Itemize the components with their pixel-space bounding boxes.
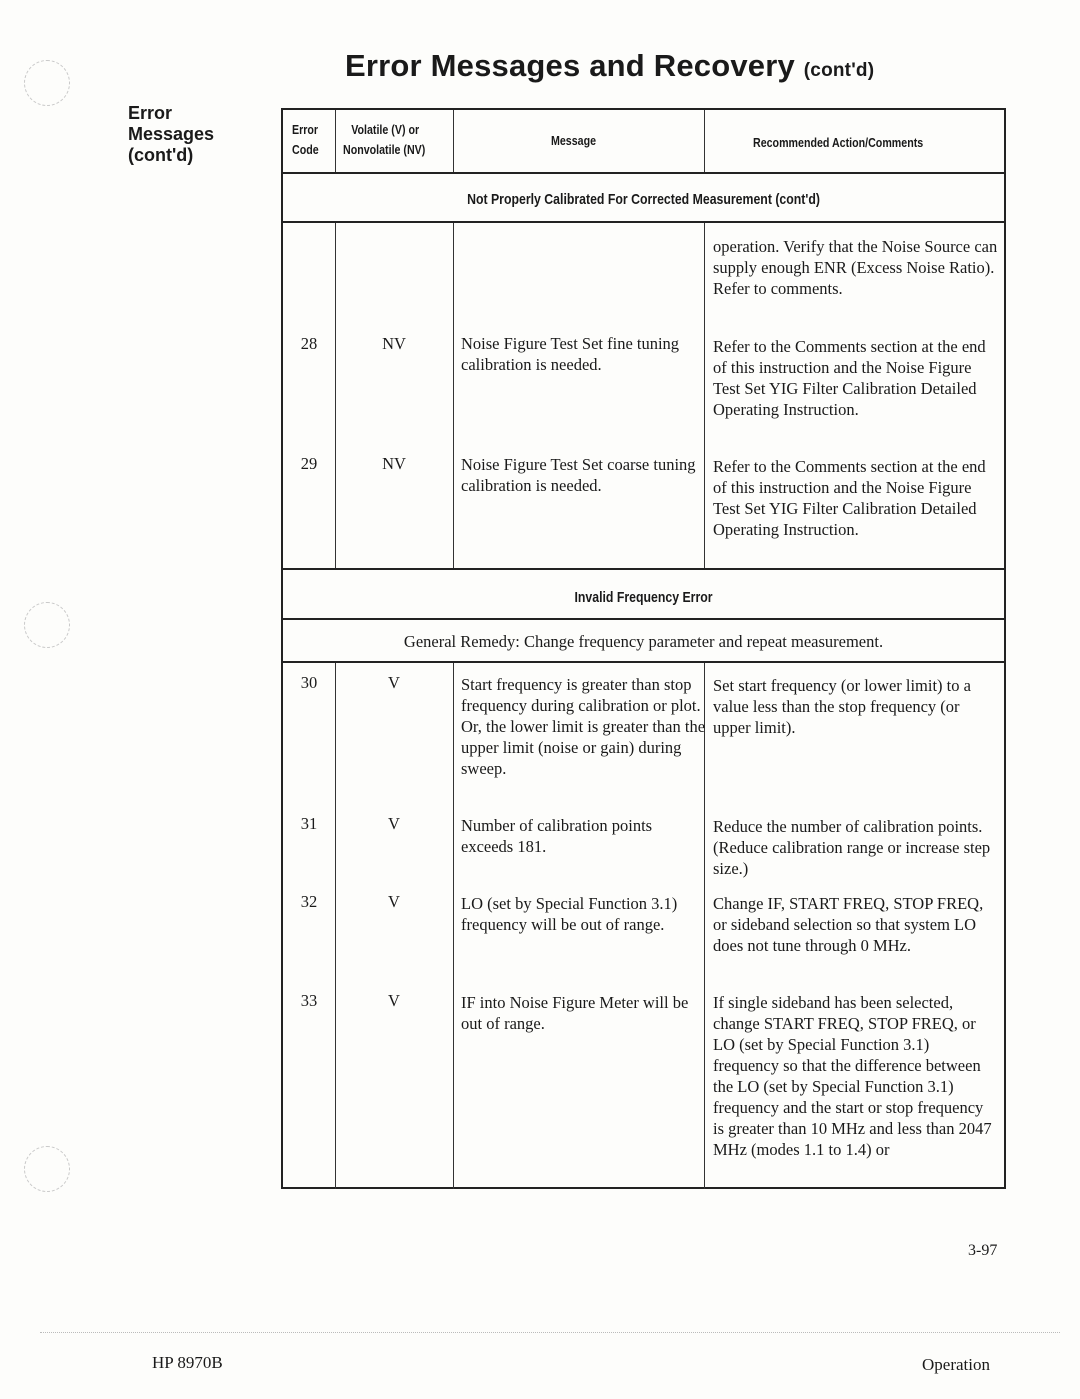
header-line: Nonvolatile (NV) (343, 142, 426, 157)
error-message: Number of calibration points exceeds 181. (461, 816, 653, 856)
footer-model: HP 8970B (152, 1353, 223, 1372)
column-divider (453, 222, 454, 568)
punch-hole-top (24, 60, 70, 106)
column-divider (453, 110, 454, 172)
side-heading-line: Messages (128, 124, 215, 144)
header-line: Volatile (V) or (351, 122, 420, 137)
row-divider (283, 568, 1004, 570)
volatility: V (388, 892, 400, 911)
column-divider (335, 662, 336, 1189)
section-title-frequency: Invalid Frequency Error (574, 589, 713, 606)
recommended-action: Refer to the Comments section at the end of this instruction and the Noise Figure Test Set YIG Filter Calibration Detailed Operating Instruction. (713, 457, 986, 539)
volatility: NV (382, 334, 406, 353)
punch-hole-bottom (24, 1146, 70, 1192)
recommended-action: Refer to the Comments section at the end of this instruction and the Noise Figure Test Set YIG Filter Calibration Detailed Operating Instruction. (713, 337, 986, 419)
column-divider (453, 662, 454, 1189)
recommended-action: Reduce the number of calibration points. (Reduce calibration range or increase step size.) (713, 817, 991, 878)
error-code: 33 (300, 991, 318, 1010)
page-title: Error Messages and Recovery (cont'd) (345, 48, 875, 83)
side-heading-line: Error (128, 103, 173, 123)
row-divider (283, 172, 1004, 174)
row-divider (283, 221, 1004, 223)
error-code: 29 (300, 454, 318, 473)
error-code: 32 (300, 892, 318, 911)
footer-divider (40, 1332, 1060, 1333)
error-code: 28 (300, 334, 318, 353)
error-message: Noise Figure Test Set fine tuning calibration is needed. (461, 334, 680, 374)
volatility: NV (382, 454, 406, 473)
continued-action: operation. Verify that the Noise Source can supply enough ENR (Excess Noise Ratio). Refer to comments. (713, 237, 998, 298)
error-code: 30 (300, 673, 318, 692)
side-heading (128, 103, 214, 166)
column-divider (704, 222, 705, 568)
recommended-action: Change IF, START FREQ, STOP FREQ, or sideband selection so that system LO does not tune through 0 MHz. (713, 894, 984, 955)
error-message: Noise Figure Test Set coarse tuning calibration is needed. (461, 455, 696, 495)
volatility: V (388, 991, 400, 1010)
page-title-suffix: (cont'd) (803, 60, 875, 81)
header-message: Message (551, 133, 597, 148)
header-error-code (292, 120, 319, 160)
recommended-action: Set start frequency (or lower limit) to a value less than the stop frequency (or upper limit). (713, 676, 971, 737)
volatility: V (388, 814, 400, 833)
column-divider (335, 222, 336, 568)
recommended-action: If single sideband has been selected, change START FREQ, STOP FREQ, or LO (set by Special Function 3.1) frequency so that the difference between the LO (set by Special Function 3.1) frequency and the start or stop frequency is greater than 10 MHz and less than 2047 MHz (modes 1.1 to 1.4) or (713, 993, 992, 1159)
error-message: LO (set by Special Function 3.1) frequency will be out of range. (461, 894, 678, 934)
footer-section: Operation (922, 1355, 990, 1374)
error-message: Start frequency is greater than stop frequency during calibration or plot. Or, the lower limit is greater than the upper limit (noise or gain) during sweep. (461, 675, 706, 778)
volatility: V (388, 673, 400, 692)
error-message: IF into Noise Figure Meter will be out of range. (461, 993, 689, 1033)
header-line: Code (292, 142, 319, 157)
row-divider (283, 661, 1004, 663)
general-remedy: General Remedy: Change frequency parameter and repeat measurement. (403, 632, 884, 651)
column-divider (704, 110, 705, 172)
header-line: Error (292, 122, 319, 137)
header-volatile (343, 120, 425, 160)
error-table (281, 108, 1006, 1189)
column-divider (335, 110, 336, 172)
section-title-calibration: Not Properly Calibrated For Corrected Measurement (cont'd) (467, 191, 820, 208)
row-divider (283, 618, 1004, 620)
error-code: 31 (300, 814, 318, 833)
header-action: Recommended Action/Comments (753, 135, 924, 150)
side-heading-line: (cont'd) (128, 145, 194, 165)
punch-hole-middle (24, 602, 70, 648)
page-number: 3-97 (968, 1242, 998, 1259)
